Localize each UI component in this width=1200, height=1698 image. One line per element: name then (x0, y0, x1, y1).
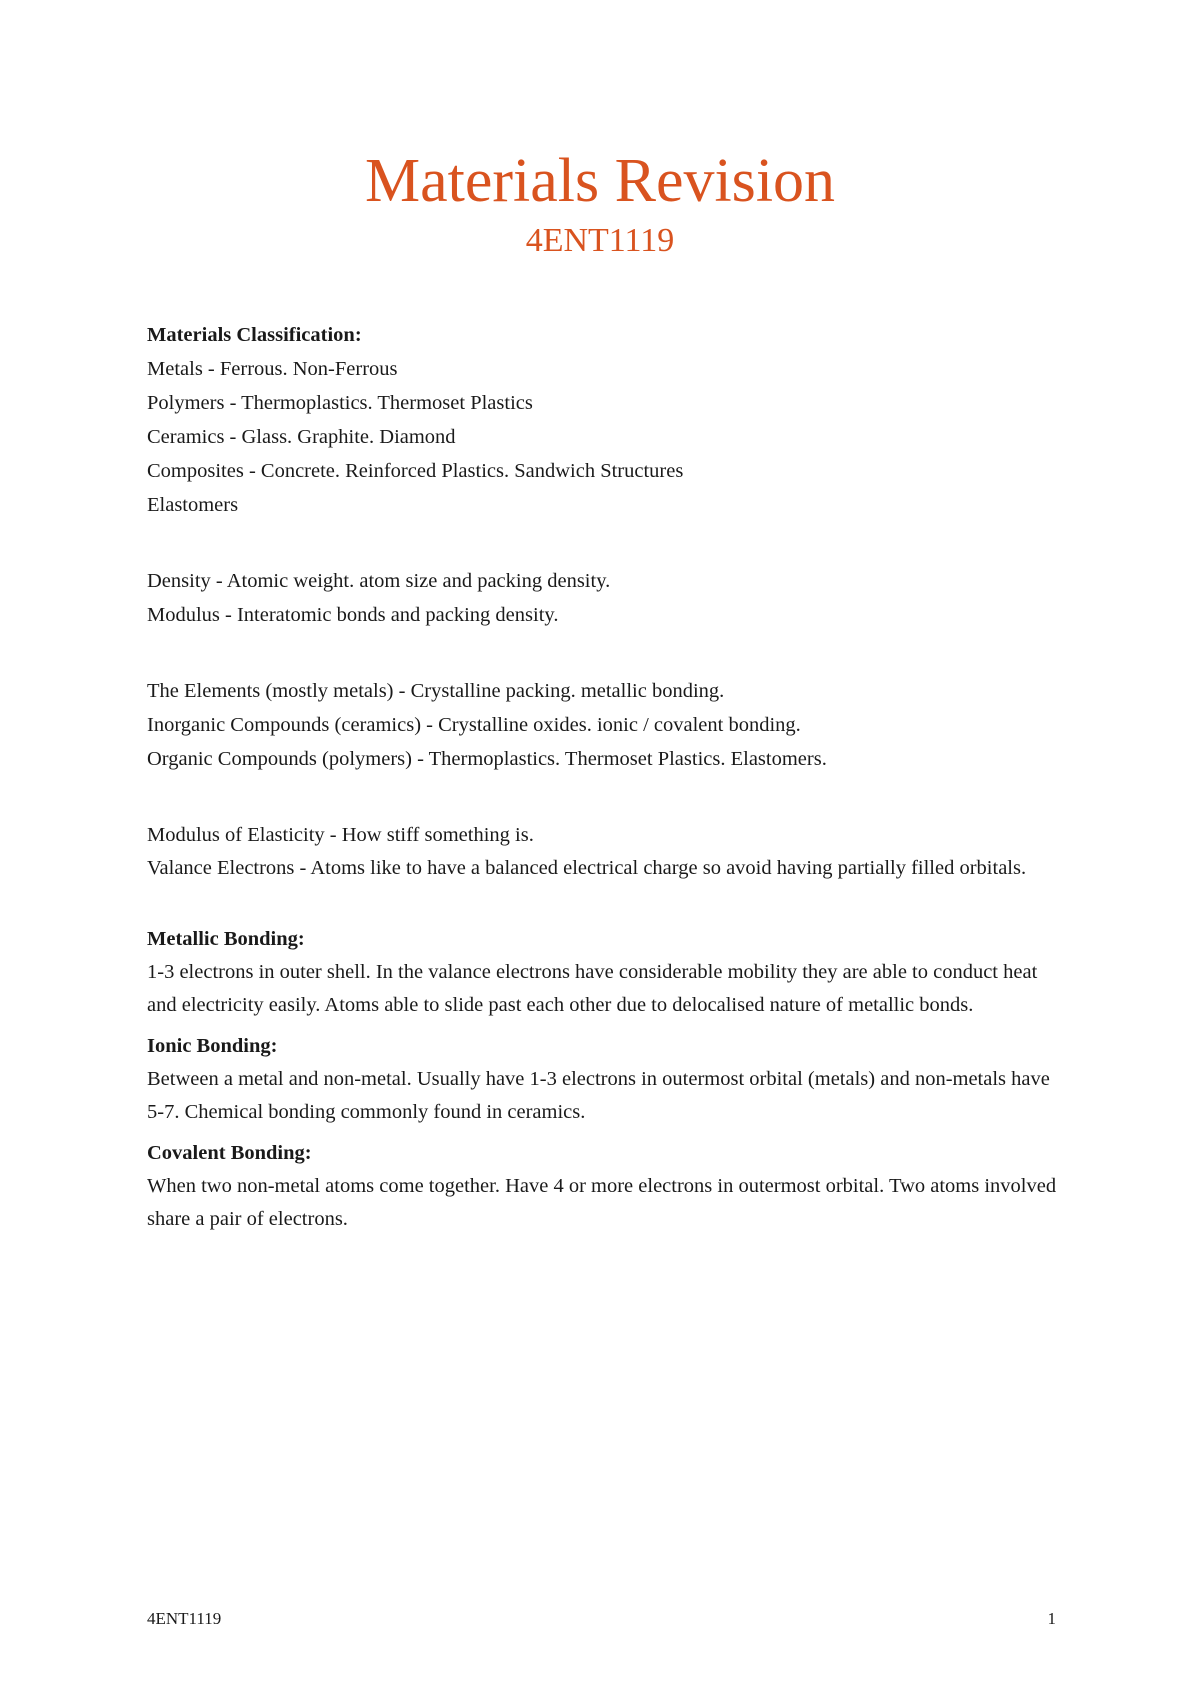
classification-line: Elastomers (147, 494, 239, 516)
compound-line: Inorganic Compounds (ceramics) - Crystalline oxides. ionic / covalent bonding. (147, 714, 801, 736)
classification-line: Composites - Concrete. Reinforced Plastics. Sandwich Structures (147, 460, 684, 482)
property-line: Modulus - Interatomic bonds and packing density. (147, 604, 559, 626)
spacer (147, 892, 1057, 922)
definition-valance: Valance Electrons - Atoms like to have a balanced electrical charge so avoid having partially filled orbitals. (147, 857, 1027, 879)
ionic-bonding-heading: Ionic Bonding: (147, 1034, 278, 1057)
covalent-bonding-heading: Covalent Bonding: (147, 1141, 312, 1164)
definition-modulus: Modulus of Elasticity - How stiff something is. (147, 824, 534, 846)
compound-line: Organic Compounds (polymers) - Thermoplastics. Thermoset Plastics. Elastomers. (147, 748, 827, 770)
spacer (147, 776, 1057, 818)
classification-line: Metals - Ferrous. Non-Ferrous (147, 358, 398, 380)
footer-course-code: 4ENT1119 (147, 1609, 222, 1628)
ionic-bonding-text: Between a metal and non-metal. Usually have 1-3 electrons in outermost orbital (metals) and non-metals have 5-7. Chemical bonding commonly found in ceramics. (147, 1067, 1050, 1123)
page-subtitle: 4ENT1119 (525, 222, 675, 259)
classification-line: Polymers - Thermoplastics. Thermoset Plastics (147, 392, 533, 414)
property-line: Density - Atomic weight. atom size and packing density. (147, 570, 611, 592)
spacer (147, 632, 1057, 674)
document-body (147, 318, 1057, 1243)
metallic-bonding-text: 1-3 electrons in outer shell. In the valance electrons have considerable mobility they are able to conduct heat and electricity easily. Atoms able to slide past each other due to delocalised nature of metallic bonds. (147, 960, 1038, 1016)
spacer (147, 522, 1057, 564)
classification-heading: Materials Classification: (147, 324, 362, 346)
covalent-bonding-text: When two non-metal atoms come together. Have 4 or more electrons in outermost orbital. Two atoms involved share a pair of electrons. (147, 1174, 1057, 1230)
classification-line: Ceramics - Glass. Graphite. Diamond (147, 426, 456, 448)
page-title: Materials Revision (364, 147, 836, 215)
metallic-bonding-heading: Metallic Bonding: (147, 927, 305, 950)
footer-page-number: 1 (1047, 1609, 1056, 1628)
compound-line: The Elements (mostly metals) - Crystalline packing. metallic bonding. (147, 680, 725, 702)
